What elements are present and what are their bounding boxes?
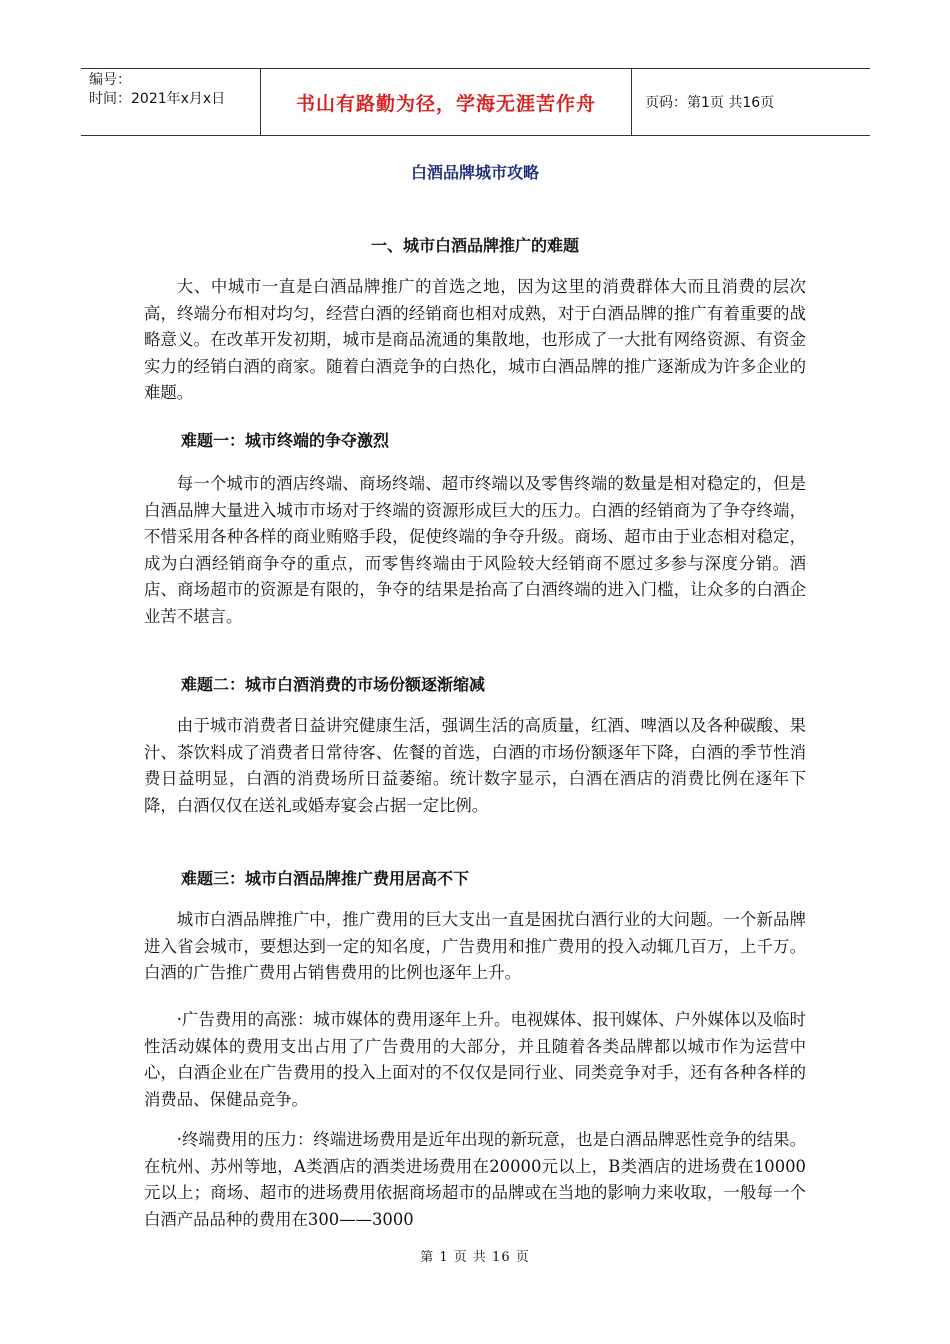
subheading-problem-2: 难题二：城市白酒消费的市场份额逐渐缩减 [181, 675, 486, 694]
problem-2-paragraph: 由于城市消费者日益讲究健康生活，强调生活的高质量，红酒、啤酒以及各种碳酸、果汁、茶饮料成了消费者日常待客、佐餐的首选，白酒的市场份额逐年下降，白酒的季节性消费日益明显，白酒的消费场所日益萎缩。统计数字显示，白酒在酒店的消费比例在逐年下降，白酒仅仅在送礼或婚寿宴会占据一定比例。 [144, 716, 806, 815]
terminal-cost-paragraph: ·终端费用的压力：终端进场费用是近年出现的新玩意，也是白酒品牌恶性竞争的结果。在杭州、苏州等地，A类酒店的酒类进场费用在20000元以上，B类酒店的进场费在10000元以上；商场、超市的进场费用依据商场超市的品牌或在当地的影响力来收取，一般每一个白酒产品品种的费用在300——3000 [144, 1130, 806, 1229]
subheading-problem-3: 难题三：城市白酒品牌推广费用居高不下 [181, 869, 470, 888]
problem-1-paragraph: 每一个城市的酒店终端、商场终端、超市终端以及零售终端的数量是相对稳定的，但是白酒品牌大量进入城市市场对于终端的资源形成巨大的压力。白酒的经销商为了争夺终端，不惜采用各种各样的商业贿赂手段，促使终端的争夺升级。商场、超市由于业态相对稳定，成为白酒经销商争夺的重点，而零售终端由于风险较大经销商不愿过多参与深度分销。酒店、商场超市的资源是有限的，争夺的结果是抬高了白酒终端的进入门槛，让众多的白酒企业苦不堪言。 [144, 474, 806, 626]
section-heading: 一、城市白酒品牌推广的难题 [370, 236, 579, 255]
page-header [81, 68, 870, 136]
advertising-cost-paragraph: ·广告费用的高涨：城市媒体的费用逐年上升。电视媒体、报刊媒体、户外媒体以及临时性活动媒体的费用支出占用了广告费用的大部分，并且随着各类品牌都以城市作为运营中心，白酒企业在广告费用的投入上面对的不仅仅是同行业、同类竞争对手，还有各种各样的消费品、保健品竞争。 [144, 1010, 806, 1109]
document-number-label: 编号： [89, 72, 131, 88]
header-motto: 书山有路勤为径，学海无涯苦作舟 [261, 69, 632, 135]
header-meta [81, 69, 261, 135]
header-page-info: 页码：第1页 共16页 [645, 95, 775, 111]
subheading-problem-1: 难题一：城市终端的争夺激烈 [181, 431, 390, 450]
document-date-label: 时间：2021年x月x日 [89, 91, 226, 107]
page-footer: 第 1 页 共 16 页 [420, 1250, 530, 1265]
document-title: 白酒品牌城市攻略 [410, 163, 539, 182]
problem-3-paragraph: 城市白酒品牌推广中，推广费用的巨大支出一直是困扰白酒行业的大问题。一个新品牌进入省会城市，要想达到一定的知名度，广告费用和推广费用的投入动辄几百万，上千万。白酒的广告推广费用占销售费用的比例也逐年上升。 [144, 910, 806, 982]
intro-paragraph: 大、中城市一直是白酒品牌推广的首选之地，因为这里的消费群体大而且消费的层次高，终端分布相对均匀，经营白酒的经销商也相对成熟，对于白酒品牌的推广有着重要的战略意义。在改革开发初期，城市是商品流通的集散地，也形成了一大批有网络资源、有资金实力的经销白酒的商家。随着白酒竞争的白热化，城市白酒品牌的推广逐渐成为许多企业的难题。 [144, 277, 806, 402]
